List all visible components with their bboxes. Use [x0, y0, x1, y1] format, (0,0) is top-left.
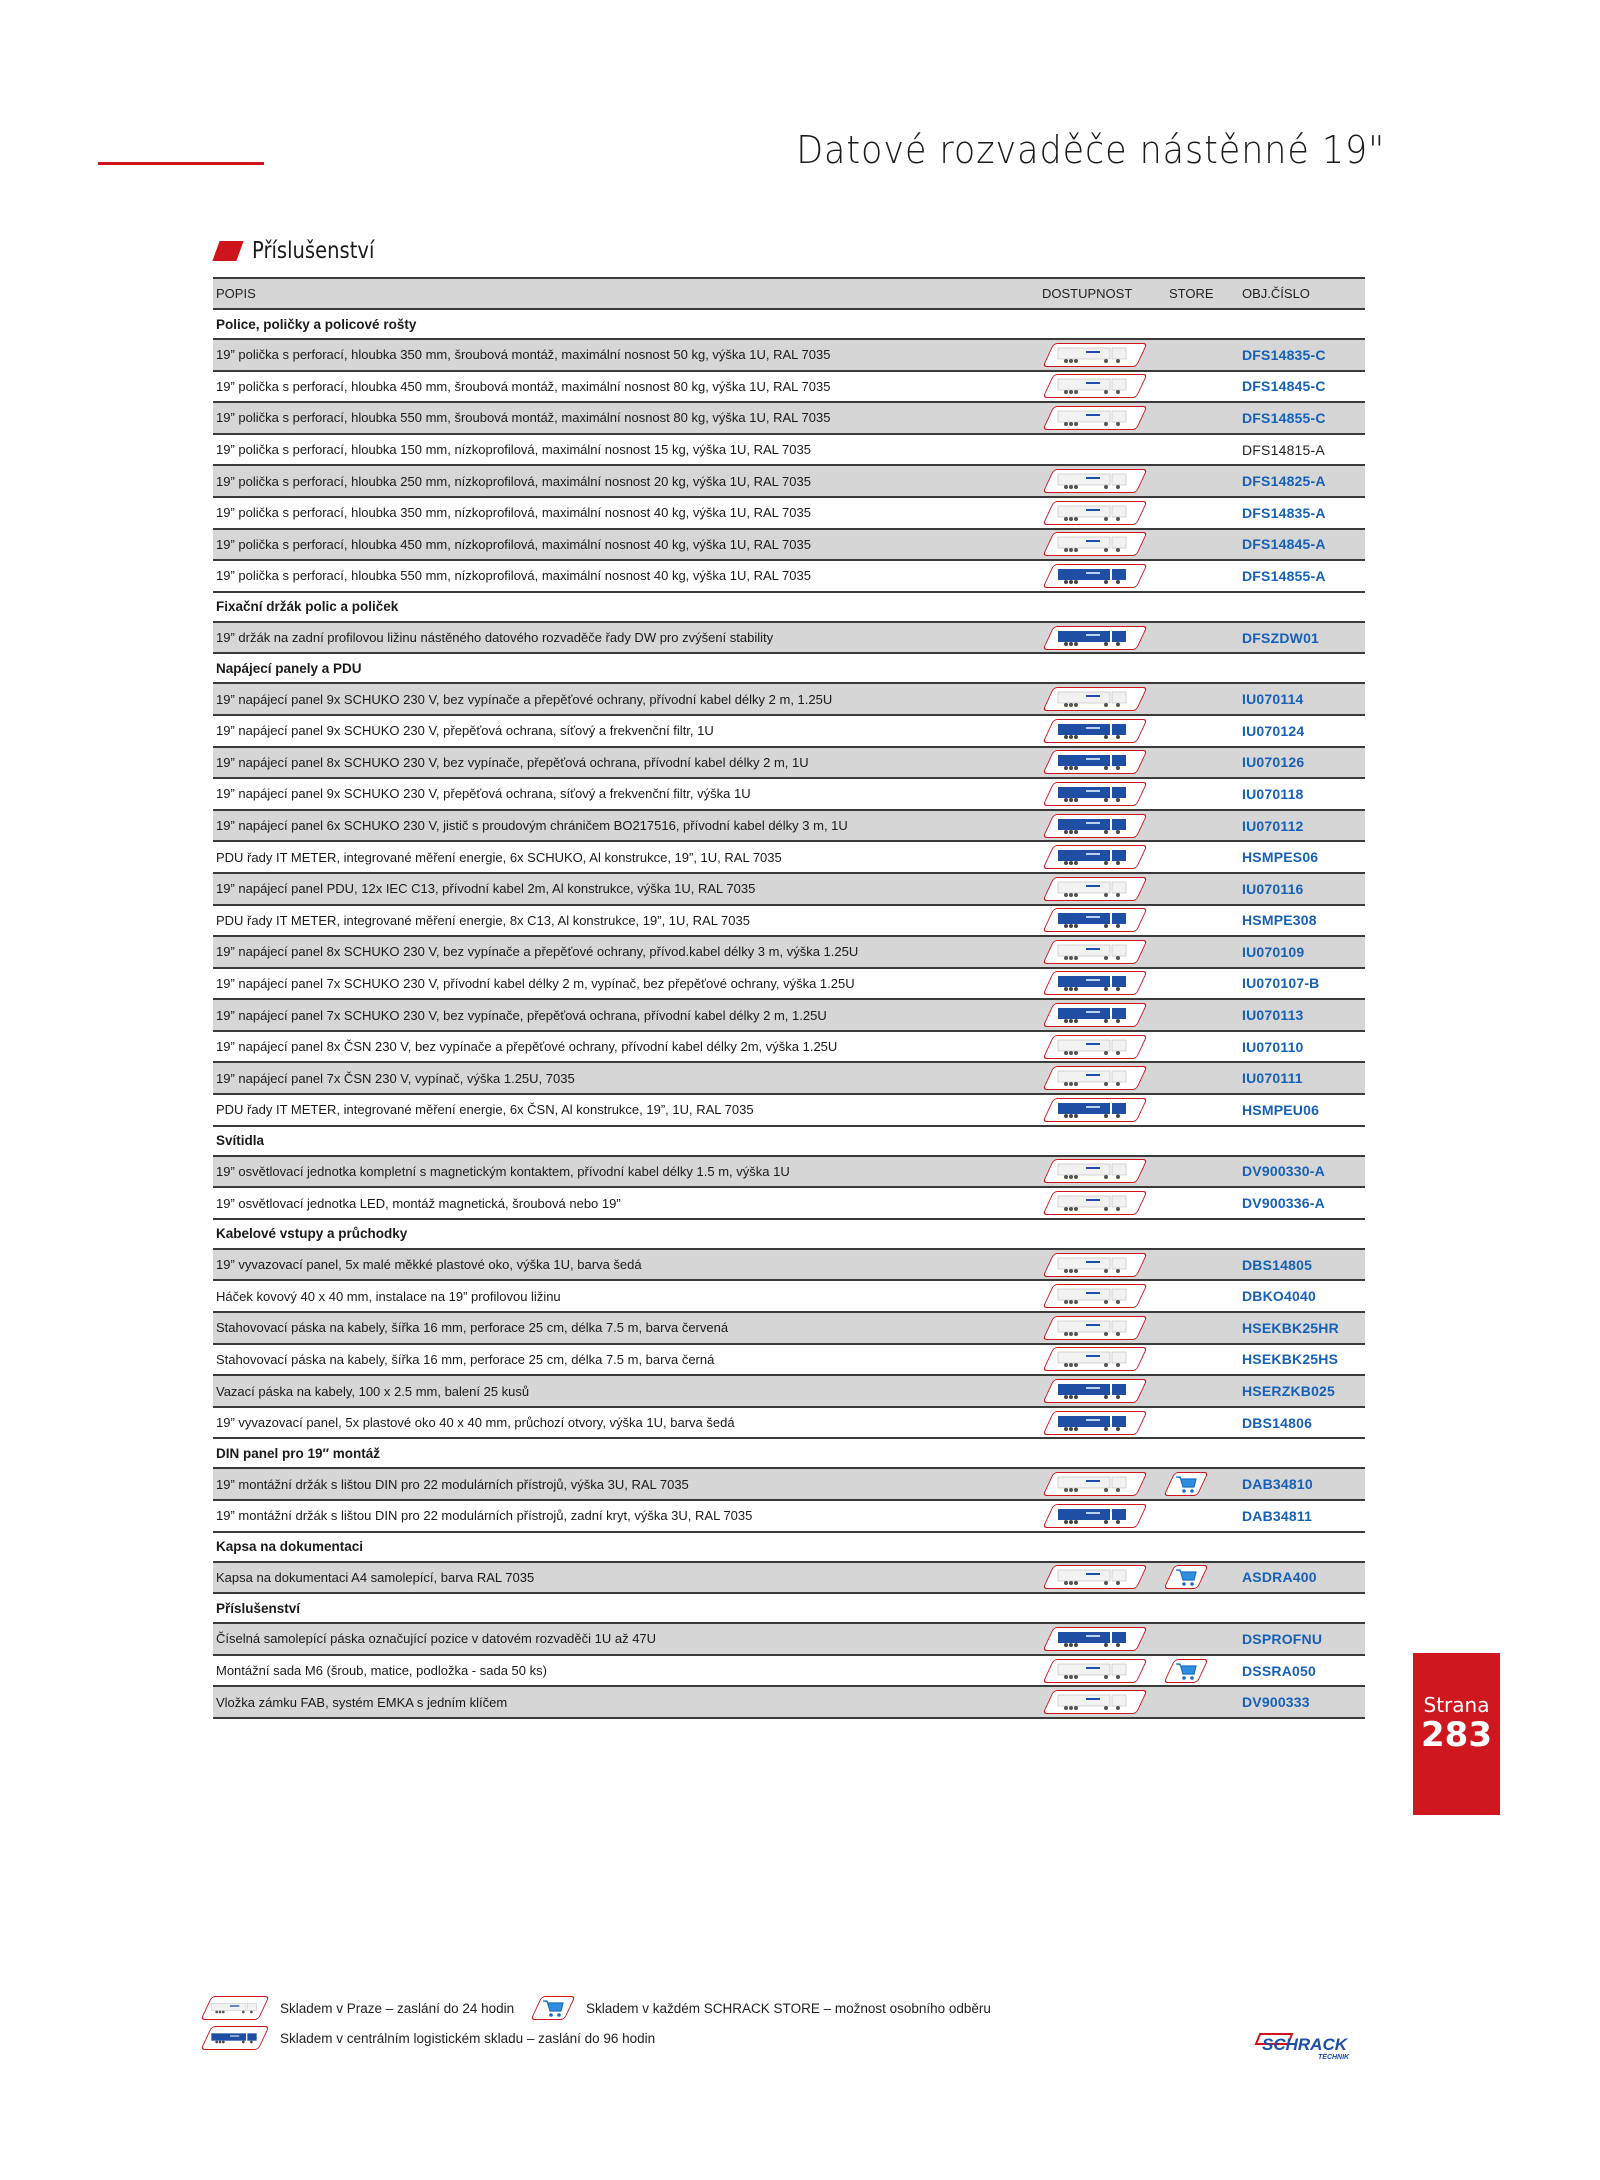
- schrack-technik-logo: [1252, 2032, 1372, 2062]
- row-description: 19” polička s perforací, hloubka 550 mm, nízkoprofilová, maximální nosnost 40 kg, výška 1U, RAL 7035: [216, 568, 811, 584]
- table-row: [213, 1563, 1365, 1595]
- row-description: 19” polička s perforací, hloubka 150 mm, nízkoprofilová, maximální nosnost 15 kg, výška 1U, RAL 7035: [216, 442, 811, 458]
- order-number-link[interactable]: ASDRA400: [1242, 1569, 1317, 1586]
- row-description: Stahovovací páska na kabely, šířka 16 mm, perforace 25 cm, délka 7.5 m, barva červená: [216, 1320, 729, 1336]
- row-description: PDU řady IT METER, integrované měření energie, 8x C13, Al konstrukce, 19”, 1U, RAL 7035: [216, 912, 750, 928]
- order-number-link[interactable]: IU070111: [1242, 1070, 1303, 1087]
- table-row: [213, 623, 1365, 655]
- table-row: [213, 906, 1365, 938]
- blue-truck-icon: [200, 2025, 270, 2051]
- page-number-tab: [1413, 1653, 1500, 1815]
- shopping-cart-icon: [530, 1995, 576, 2021]
- row-description: 19” napájecí panel 7x ČSN 230 V, vypínač, výška 1.25U, 7035: [216, 1070, 575, 1086]
- order-number-link[interactable]: DFS14835-C: [1242, 346, 1326, 363]
- order-number-link[interactable]: DFS14835-A: [1242, 504, 1326, 521]
- table-row: [213, 1313, 1365, 1345]
- order-number-link[interactable]: IU070109: [1242, 943, 1305, 960]
- order-number-link[interactable]: DFS14825-A: [1242, 473, 1326, 490]
- order-number-link[interactable]: DSPROFNU: [1242, 1630, 1323, 1647]
- row-description: Háček kovový 40 x 40 mm, instalace na 19” profilovou ližinu: [216, 1288, 561, 1304]
- table-row: [213, 466, 1365, 498]
- order-number-link[interactable]: DBS14805: [1242, 1256, 1313, 1273]
- table-row: [213, 403, 1365, 435]
- legend-store-text: Skladem v každém SCHRACK STORE – možnost osobního odběru: [586, 2000, 991, 2016]
- row-description: 19” osvětlovací jednotka LED, montáž magnetická, šroubová nebo 19”: [216, 1195, 621, 1211]
- order-number-link[interactable]: HSERZKB025: [1242, 1383, 1336, 1400]
- table-row: [213, 1687, 1365, 1719]
- svg-text:SCHRACK: SCHRACK: [1262, 2035, 1347, 2054]
- section-marker-icon: [212, 241, 243, 261]
- row-description: Vložka zámku FAB, systém EMKA s jedním klíčem: [216, 1694, 508, 1710]
- table-row: [213, 1000, 1365, 1032]
- row-description: 19” osvětlovací jednotka kompletní s magnetickým kontaktem, přívodní kabel délky 1.5 m, výška 1U: [216, 1163, 790, 1179]
- legend-central-text: Skladem v centrálním logistickém skladu – zaslání do 96 hodin: [280, 2030, 656, 2046]
- order-number-link[interactable]: DFSZDW01: [1242, 629, 1320, 646]
- row-description: 19” polička s perforací, hloubka 450 mm, nízkoprofilová, maximální nosnost 40 kg, výška 1U, RAL 7035: [216, 536, 811, 552]
- row-description: 19” napájecí panel 9x SCHUKO 230 V, přepěťová ochrana, síťový a frekvenční filtr, 1U: [216, 723, 714, 739]
- order-number-link[interactable]: DAB34811: [1242, 1507, 1313, 1524]
- row-description: PDU řady IT METER, integrované měření energie, 6x ČSN, Al konstrukce, 19”, 1U, RAL 7035: [216, 1102, 754, 1118]
- row-description: 19” napájecí panel 6x SCHUKO 230 V, jistič s proudovým chráničem BO217516, přívodní kabel délky 3 m, 1U: [216, 818, 848, 834]
- table-row: [213, 1656, 1365, 1688]
- table-row: [213, 1157, 1365, 1189]
- table-row: [213, 1188, 1365, 1220]
- table-row: [213, 1281, 1365, 1313]
- header-store: STORE: [1169, 286, 1214, 301]
- table-row: [213, 684, 1365, 716]
- order-number-link[interactable]: DBS14806: [1242, 1414, 1313, 1431]
- table-row: [213, 811, 1365, 843]
- table-row: [213, 779, 1365, 811]
- order-number-link[interactable]: IU070113: [1242, 1007, 1304, 1024]
- table-row: [213, 1469, 1365, 1501]
- row-description: 19” montážní držák s lištou DIN pro 22 modulárních přístrojů, výška 3U, RAL 7035: [216, 1476, 689, 1492]
- table-row: [213, 716, 1365, 748]
- table-group-heading: Příslušenství: [213, 1594, 1365, 1624]
- table-row: [213, 435, 1365, 467]
- table-row: [213, 842, 1365, 874]
- row-description: 19” polička s perforací, hloubka 350 mm, nízkoprofilová, maximální nosnost 40 kg, výška 1U, RAL 7035: [216, 505, 811, 521]
- table-row: [213, 1032, 1365, 1064]
- table-row: [213, 874, 1365, 906]
- table-group-heading: Police, poličky a policové rošty: [213, 310, 1365, 340]
- order-number-link[interactable]: DBKO4040: [1242, 1288, 1316, 1305]
- legend-item-store: [530, 1995, 991, 2021]
- row-description: 19” držák na zadní profilovou ližinu nástěného datového rozvaděče řady DW pro zvýšení stability: [216, 630, 774, 646]
- row-description: Stahovovací páska na kabely, šířka 16 mm, perforace 25 cm, délka 7.5 m, barva černá: [216, 1351, 715, 1367]
- table-row: [213, 1095, 1365, 1127]
- table-row: [213, 498, 1365, 530]
- legend-prague-text: Skladem v Praze – zaslání do 24 hodin: [280, 2000, 515, 2016]
- svg-text:TECHNIK: TECHNIK: [1318, 2054, 1350, 2061]
- order-number-link[interactable]: DFS14845-A: [1242, 536, 1326, 553]
- order-number-link[interactable]: IU070112: [1242, 817, 1304, 834]
- table-row: [213, 937, 1365, 969]
- row-description: 19” napájecí panel 7x SCHUKO 230 V, bez vypínače, přepěťová ochrana, přívodní kabel délky 2 m, 1.25U: [216, 1007, 827, 1023]
- table-group-heading: Napájecí panely a PDU: [213, 654, 1365, 684]
- order-number-link[interactable]: IU070107-B: [1242, 975, 1320, 992]
- row-description: 19” vyvazovací panel, 5x malé měkké plastové oko, výška 1U, barva šedá: [216, 1257, 642, 1273]
- table-group-heading: Svítidla: [213, 1127, 1365, 1157]
- table-row: [213, 1501, 1365, 1533]
- table-group-heading: DIN panel pro 19′′ montáž: [213, 1439, 1365, 1469]
- order-number-link: DFS14815-A: [1242, 441, 1325, 458]
- table-row: [213, 530, 1365, 562]
- row-description: 19” vyvazovací panel, 5x plastové oko 40 x 40 mm, průchozí otvory, výška 1U, barva šedá: [216, 1415, 735, 1431]
- row-description: 19” napájecí panel PDU, 12x IEC C13, přívodní kabel 2m, Al konstrukce, výška 1U, RAL 7035: [216, 881, 756, 897]
- row-description: 19” polička s perforací, hloubka 350 mm, šroubová montáž, maximální nosnost 50 kg, výška 1U, RAL 7035: [216, 347, 831, 363]
- table-row: [213, 969, 1365, 1001]
- row-description: Číselná samolepící páska označující pozice v datovém rozvaděči 1U až 47U: [216, 1631, 657, 1647]
- order-number-link[interactable]: HSEKBK25HR: [1242, 1319, 1339, 1336]
- header-accent-line: [98, 162, 264, 165]
- table-body: [213, 310, 1365, 1719]
- table-row: [213, 561, 1365, 593]
- order-number-link[interactable]: DV900333: [1242, 1694, 1310, 1711]
- row-description: PDU řady IT METER, integrované měření energie, 6x SCHUKO, Al konstrukce, 19”, 1U, RAL 7035: [216, 849, 782, 865]
- order-number-link[interactable]: DSSRA050: [1242, 1662, 1316, 1679]
- section-title: Příslušenství: [252, 238, 375, 264]
- order-number-link[interactable]: HSEKBK25HS: [1242, 1351, 1339, 1368]
- header-obj-cislo: OBJ.ČÍSLO: [1242, 286, 1310, 301]
- order-number-link[interactable]: DV900330-A: [1242, 1163, 1325, 1180]
- row-description: 19” napájecí panel 8x SCHUKO 230 V, bez vypínače a přepěťové ochrany, přívod.kabel délky 3 m, výška 1.25U: [216, 944, 859, 960]
- table-row: [213, 1250, 1365, 1282]
- table-group-heading: Fixační držák polic a poliček: [213, 593, 1365, 623]
- row-description: Montážní sada M6 (šroub, matice, podložka - sada 50 ks): [216, 1663, 547, 1679]
- row-description: 19” napájecí panel 7x SCHUKO 230 V, přívodní kabel délky 2 m, vypínač, bez přepěťové ochrany, výška 1.25U: [216, 975, 855, 991]
- table-row: [213, 1063, 1365, 1095]
- row-description: 19” polička s perforací, hloubka 550 mm, šroubová montáž, maximální nosnost 80 kg, výška 1U, RAL 7035: [216, 410, 831, 426]
- table-row: [213, 1408, 1365, 1440]
- table-header: [213, 277, 1365, 310]
- table-row: [213, 1345, 1365, 1377]
- header-popis: POPIS: [216, 286, 256, 301]
- order-number-link[interactable]: IU070118: [1242, 785, 1304, 802]
- order-number-link[interactable]: HSMPES06: [1242, 849, 1319, 866]
- order-number-link[interactable]: IU070114: [1242, 691, 1304, 708]
- table-row: [213, 748, 1365, 780]
- table-row: [213, 340, 1365, 372]
- page-label: Strana: [1423, 1693, 1490, 1717]
- legend-item-central: [200, 2025, 655, 2051]
- order-number-link[interactable]: IU070126: [1242, 754, 1305, 771]
- table-row: [213, 372, 1365, 404]
- row-description: 19” napájecí panel 9x SCHUKO 230 V, přepěťová ochrana, síťový a frekvenční filtr, výška 1U: [216, 786, 751, 802]
- header-dostupnost: DOSTUPNOST: [1042, 286, 1133, 301]
- row-description: 19” polička s perforací, hloubka 450 mm, šroubová montáž, maximální nosnost 80 kg, výška 1U, RAL 7035: [216, 378, 831, 394]
- order-number-link[interactable]: DFS14855-A: [1242, 567, 1326, 584]
- order-number-link[interactable]: IU070124: [1242, 722, 1305, 739]
- white-truck-icon: [200, 1995, 270, 2021]
- order-number-link[interactable]: IU070116: [1242, 880, 1304, 897]
- order-number-link[interactable]: HSMPE308: [1242, 912, 1317, 929]
- row-description: 19” napájecí panel 9x SCHUKO 230 V, bez vypínače a přepěťové ochrany, přívodní kabel délky 2 m, 1.25U: [216, 691, 833, 707]
- row-description: 19” napájecí panel 8x ČSN 230 V, bez vypínače a přepěťové ochrany, přívodní kabel délky 2m, výška 1.25U: [216, 1039, 838, 1055]
- page-title: Datové rozvaděče nástěnné 19": [796, 128, 1385, 172]
- order-number-link[interactable]: DAB34810: [1242, 1476, 1313, 1493]
- order-number-link[interactable]: IU070110: [1242, 1038, 1304, 1055]
- row-description: 19” napájecí panel 8x SCHUKO 230 V, bez vypínače, přepěťová ochrana, přívodní kabel délky 2 m, 1U: [216, 754, 809, 770]
- table-row: [213, 1624, 1365, 1656]
- order-number-link[interactable]: DV900336-A: [1242, 1195, 1325, 1212]
- order-number-link[interactable]: DFS14855-C: [1242, 409, 1326, 426]
- row-description: Vazací páska na kabely, 100 x 2.5 mm, balení 25 kusů: [216, 1383, 530, 1399]
- table-group-heading: Kapsa na dokumentaci: [213, 1533, 1365, 1563]
- row-description: Kapsa na dokumentaci A4 samolepící, barva RAL 7035: [216, 1569, 535, 1585]
- product-table: [213, 277, 1365, 1719]
- legend-item-prague: [200, 1995, 514, 2021]
- order-number-link[interactable]: DFS14845-C: [1242, 378, 1326, 395]
- row-description: 19” montážní držák s lištou DIN pro 22 modulárních přístrojů, zadní kryt, výška 3U, RAL 7035: [216, 1508, 753, 1524]
- page-number: 283: [1421, 1715, 1492, 1755]
- table-row: [213, 1376, 1365, 1408]
- section-heading: [212, 238, 396, 264]
- row-description: 19” polička s perforací, hloubka 250 mm, nízkoprofilová, maximální nosnost 20 kg, výška 1U, RAL 7035: [216, 473, 811, 489]
- table-group-heading: Kabelové vstupy a průchodky: [213, 1220, 1365, 1250]
- order-number-link[interactable]: HSMPEU06: [1242, 1101, 1320, 1118]
